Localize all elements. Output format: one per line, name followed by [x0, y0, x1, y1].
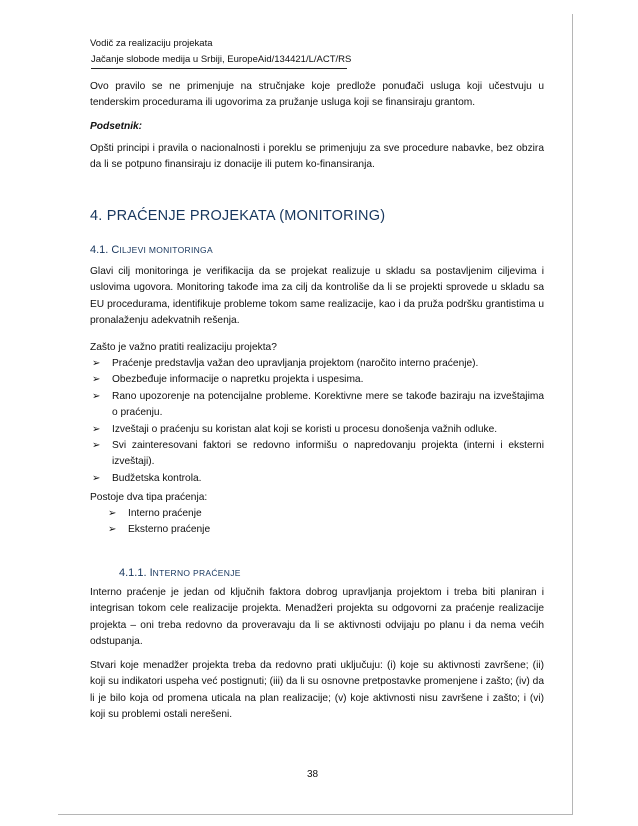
section-4-heading: 4. PRAĆENJE PROJEKATA (MONITORING) — [90, 208, 386, 224]
arrow-bullet-icon: ➢ — [92, 390, 101, 402]
list-item: ➢ Budžetska kontrola. — [92, 471, 544, 487]
header-title: Vodič za realizaciju projekata — [90, 38, 213, 49]
header-subtitle: Jačanje slobode medija u Srbiji, EuropeAid/134421/L/ACT/RS — [91, 54, 352, 65]
list-item: ➢ Praćenje predstavlja važan deo upravljanja projektom (naročito interno praćenje). — [92, 356, 544, 372]
heading-rest: ILJEVI MONITORINGA — [119, 245, 213, 255]
section-number: 4.1. — [90, 244, 112, 256]
reminder-text: Opšti principi i pravila o nacionalnosti i poreklu se primenjuju za sve procedure nabavke, bez obzira da li se potpuno finansiraju iz donacije ili putem ko-finansiranja. — [90, 143, 544, 171]
list-item: ➢ Obezbeđuje informacije o napretku projekta i uspesima. — [92, 372, 544, 388]
list-item: ➢ Izveštaji o praćenju su koristan alat koji se koristi u procesu donošenja važnih odluke. — [92, 422, 544, 438]
why-list — [92, 356, 544, 487]
intro-paragraph: Ovo pravilo se ne primenjuje na stručnjake koje predlože ponuđači usluga koji učestvuju u tenderskim procedurama ili ugovorima za pružanje usluga koji se finansiraju grantom. — [90, 81, 544, 109]
section-number: 4.1.1. — [119, 567, 150, 579]
header-rule — [91, 68, 347, 69]
heading-initial: C — [111, 244, 120, 256]
section-4-1-paragraph: Glavi cilj monitoringa je verifikacija da se projekat realizuje u skladu sa postavljenim ciljevima i uslovima ugovora. Monitoring takođe ima za cilj da kontroliše da li se projekti sprovede u skladu sa EU procedurama, identifikuje probleme tokom same realizacije, kao i da pruža podršku grantistima u pronalaženju adekvatnih rešenja. — [90, 266, 544, 327]
arrow-bullet-icon: ➢ — [92, 374, 101, 386]
heading-rest: NTERNO PRAĆENJE — [152, 568, 241, 578]
list-item: ➢ Rano upozorenje na potencijalne probleme. Korektivne mere se takođe baziraju na izveštajima o praćenju. — [92, 390, 544, 419]
arrow-bullet-icon: ➢ — [108, 524, 117, 536]
arrow-bullet-icon: ➢ — [92, 440, 101, 452]
reminder-label: Podsetnik: — [90, 121, 143, 132]
arrow-bullet-icon: ➢ — [92, 472, 101, 484]
list-item: ➢ Svi zainteresovani faktori se redovno informišu o napredovanju projekta (interni i eksterni izveštaji). — [92, 440, 544, 468]
section-4-1-1-heading — [119, 567, 241, 579]
arrow-bullet-icon: ➢ — [108, 508, 117, 519]
section-4-1-1-paragraph-2: Stvari koje menadžer projekta treba da redovno prati uključuju: (i) koje su aktivnosti završene; (ii) koji su indikatori uspeha već postignuti; (iii) da li su osnovne pretpostavke promenjene i zašto; (iv) da li je bilo koja od promena uticala na plan realizacije; (v) koje aktivnosti nisu završene i zašto; i (vi) koji su problemi ostali nerešeni. — [90, 660, 544, 721]
section-4-1-1-paragraph-1: Interno praćenje je jedan od ključnih faktora dobrog upravljanja projektom i treba biti planiran i integrisan tokom cele realizacije projekta. Menadžeri projekta su odgovorni za praćenje realizacije projekta – oni treba redovno da proveravaju da li se aktivnosti odvijaju po planu i da nema većih odstupanja. — [90, 587, 544, 648]
types-list — [108, 506, 408, 539]
list-item: ➢ Interno praćenje — [108, 506, 408, 522]
heading-initial: I — [149, 567, 153, 579]
section-4-1-heading — [90, 244, 213, 256]
why-question: Zašto je važno pratiti realizaciju projekta? — [90, 342, 277, 353]
list-item: ➢ Eksterno praćenje — [108, 522, 408, 538]
page-number: 38 — [307, 769, 319, 780]
arrow-bullet-icon: ➢ — [92, 358, 101, 369]
types-intro: Postoje dva tipa praćenja: — [90, 492, 208, 503]
arrow-bullet-icon: ➢ — [92, 423, 101, 435]
